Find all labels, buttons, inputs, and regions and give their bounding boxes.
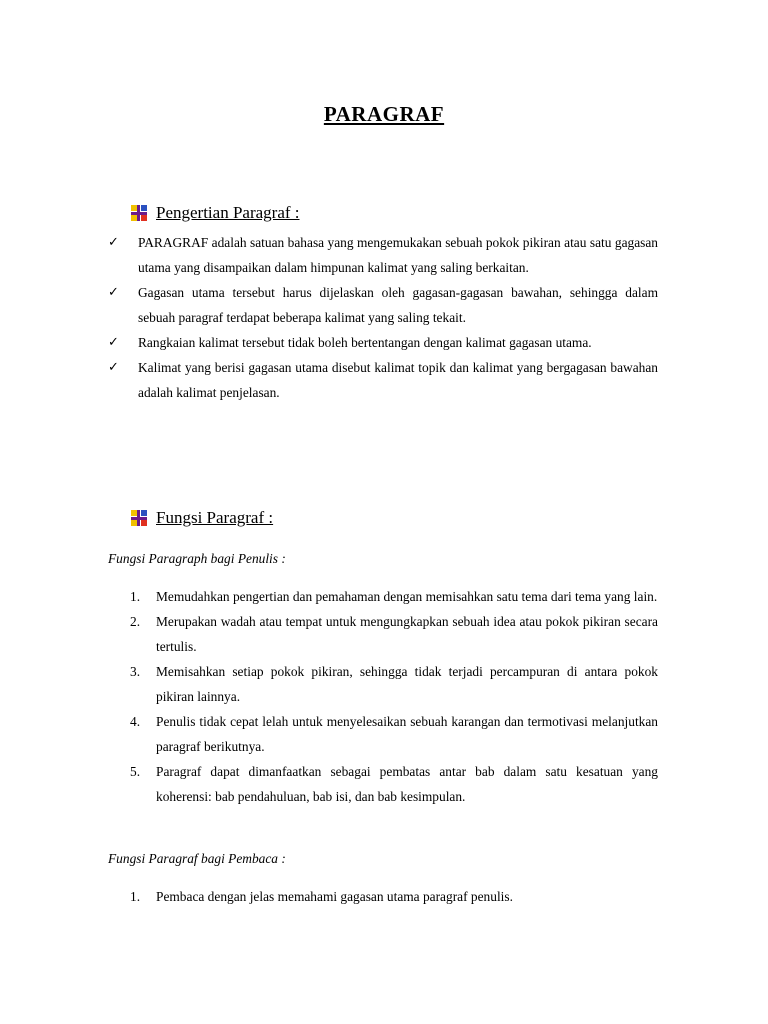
list-number: 2.: [130, 614, 141, 629]
list-number: 3.: [130, 664, 141, 679]
list-item: [130, 609, 658, 659]
list-item-text: Rangkaian kalimat tersebut tidak boleh bertentangan dengan kalimat gagasan utama.: [138, 335, 592, 350]
list-item-text: Memudahkan pengertian dan pemahaman dengan memisahkan satu tema dari tema yang lain.: [156, 589, 658, 604]
list-item: [130, 884, 658, 909]
list-item-text: PARAGRAF adalah satuan bahasa yang mengemukakan sebuah pokok pikiran atau satu gagasan utama yang disampaikan dalam himpunan kalimat yang saling berkaitan.: [138, 235, 658, 275]
list-item: [108, 280, 658, 330]
list-item: [130, 759, 658, 809]
list-item: [108, 355, 658, 405]
list-number: 4.: [130, 714, 141, 729]
checkmark-icon: ✓: [108, 285, 119, 300]
list-item-text: Paragraf dapat dimanfaatkan sebagai pembatas antar bab dalam satu kesatuan yang koherensi: bab pendahuluan, bab isi, dan bab kesimpulan.: [156, 764, 658, 804]
subheading-pembaca: Fungsi Paragraf bagi Pembaca :: [108, 851, 286, 866]
list-item: [108, 230, 658, 280]
list-item: [130, 659, 658, 709]
list-item: [108, 330, 658, 355]
list-item-text: Kalimat yang berisi gagasan utama disebut kalimat topik dan kalimat yang bergagasan bawahan adalah kalimat penjelasan.: [138, 360, 658, 400]
section-heading-text: Fungsi Paragraf :: [156, 508, 274, 527]
pengertian-list: [108, 230, 658, 405]
checkmark-icon: ✓: [108, 335, 119, 350]
list-number: 1.: [130, 889, 141, 904]
checkmark-icon: ✓: [108, 360, 119, 375]
page-title: PARAGRAF: [323, 102, 445, 126]
bullet-plus-icon: [130, 204, 148, 222]
list-item-text: Gagasan utama tersebut harus dijelaskan oleh gagasan-gagasan bawahan, sehingga dalam sebuah paragraf terdapat beberapa kalimat yang saling tekait.: [138, 285, 658, 325]
pembaca-list: [130, 884, 658, 909]
subheading-penulis: Fungsi Paragraph bagi Penulis :: [108, 551, 286, 566]
list-item-text: Penulis tidak cepat lelah untuk menyelesaikan sebuah karangan dan termotivasi melanjutkan paragraf berikutnya.: [156, 714, 658, 754]
section-heading-fungsi: [130, 507, 273, 529]
list-item-text: Pembaca dengan jelas memahami gagasan utama paragraf penulis.: [156, 889, 513, 904]
list-item-text: Memisahkan setiap pokok pikiran, sehingga tidak terjadi percampuran di antara pokok pikiran lainnya.: [156, 664, 658, 704]
list-number: 5.: [130, 764, 141, 779]
section-heading-pengertian: [130, 202, 300, 224]
section-heading-text: Pengertian Paragraf :: [156, 203, 300, 222]
list-item-text: Merupakan wadah atau tempat untuk mengungkapkan sebuah idea atau pokok pikiran secara tertulis.: [156, 614, 658, 654]
list-number: 1.: [130, 589, 141, 604]
list-item: [130, 709, 658, 759]
list-item: [130, 584, 658, 609]
penulis-list: [130, 584, 658, 809]
checkmark-icon: ✓: [108, 235, 119, 250]
bullet-plus-icon: [130, 509, 148, 527]
